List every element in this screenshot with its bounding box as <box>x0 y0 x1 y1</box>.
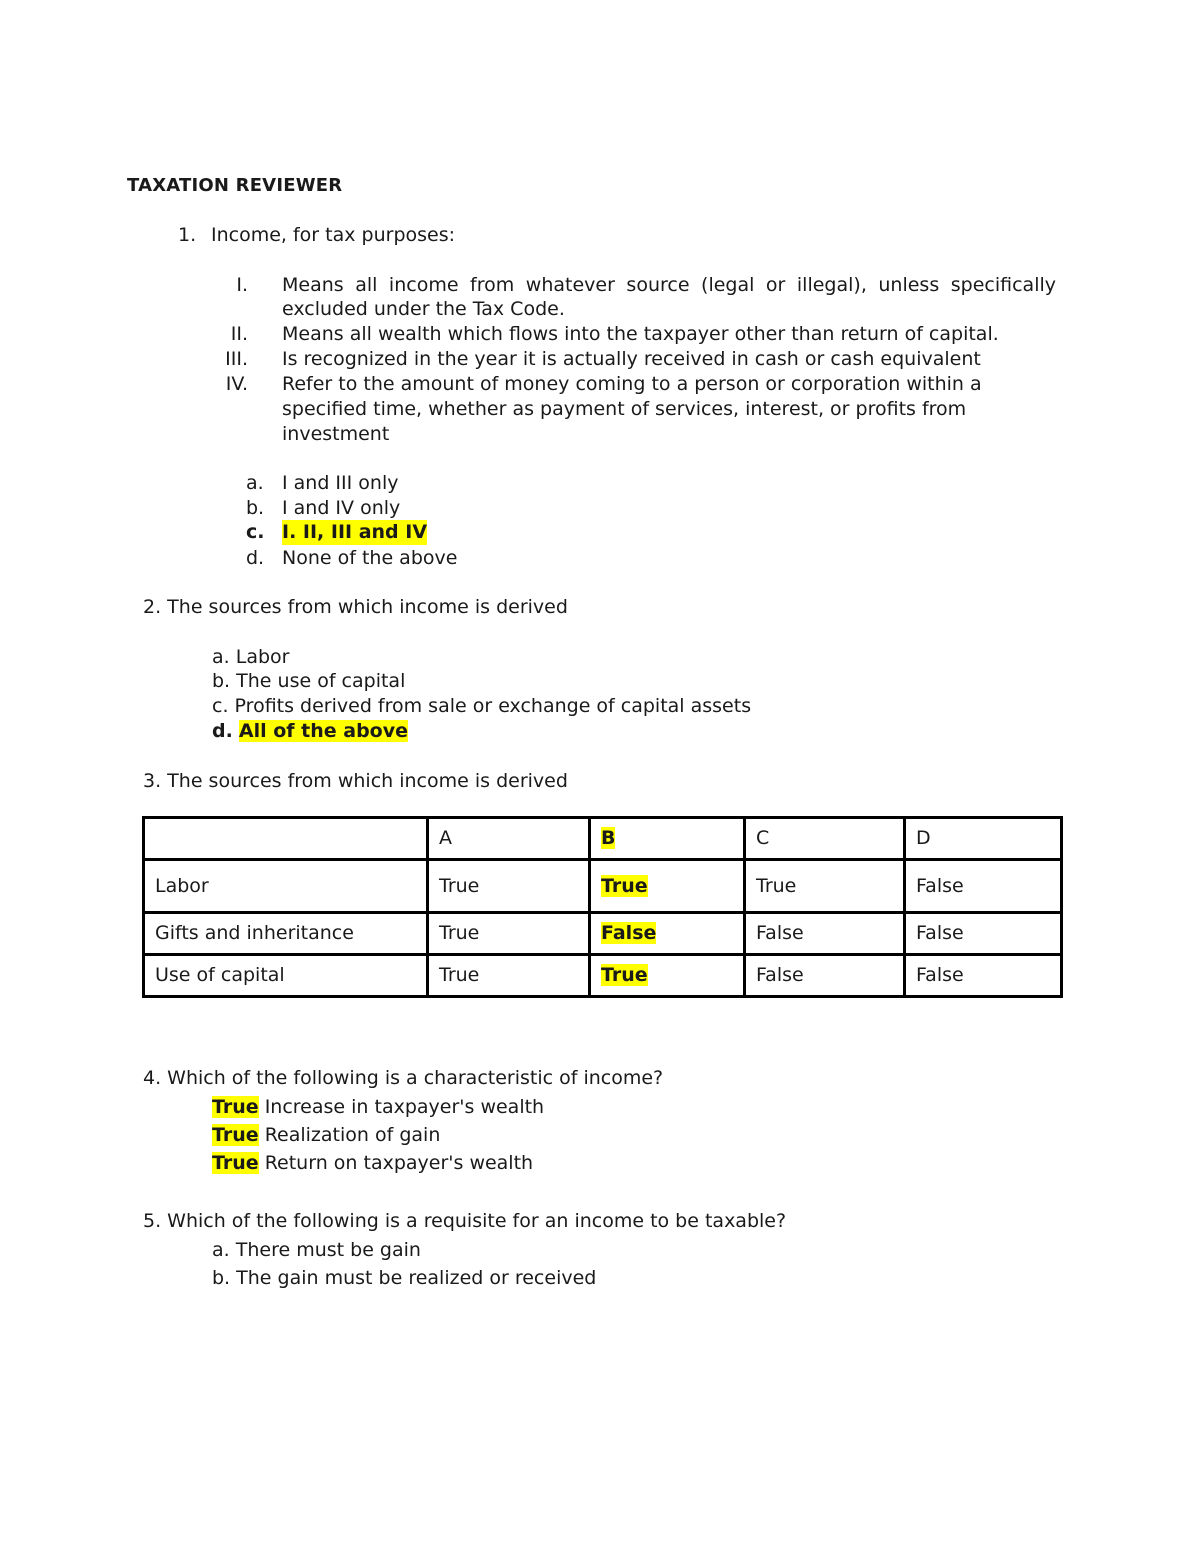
q1-statement-text: investment <box>282 423 390 445</box>
q1-statement-numeral: III. <box>225 348 248 370</box>
q5-choice-text: There must be gain <box>235 1239 421 1261</box>
q4-item <box>212 1151 533 1176</box>
table-cell: True <box>428 860 590 913</box>
q2-choice-letter: c. <box>212 695 229 717</box>
q5-question: 5. Which of the following is a requisite for an income to be taxable? <box>143 1210 787 1232</box>
q4-question: 4. Which of the following is a characteristic of income? <box>143 1067 664 1089</box>
q2-choice-text: Labor <box>235 646 290 668</box>
table-cell <box>590 955 745 997</box>
page-title: TAXATION REVIEWER <box>127 175 343 196</box>
table-cell: False <box>745 955 905 997</box>
q1-statement-text: excluded under the Tax Code. <box>282 298 565 320</box>
highlighted-answer-cell: True <box>601 874 648 897</box>
table-cell: False <box>905 860 1062 913</box>
table-row-label: Labor <box>144 860 428 913</box>
table-cell: False <box>905 913 1062 955</box>
q2-correct-answer: All of the above <box>238 720 409 742</box>
table-header-cell: D <box>905 818 1062 860</box>
q5-choice-letter: a. <box>212 1239 230 1261</box>
table-cell <box>590 860 745 913</box>
q4-item-mark: True <box>212 1152 259 1174</box>
q1-statement-text: Is recognized in the year it is actually received in cash or cash equivalent <box>282 348 981 370</box>
table-header-cell: A <box>428 818 590 860</box>
q1-statement-text: Means all wealth which flows into the taxpayer other than return of capital. <box>282 323 999 345</box>
q2-question: 2. The sources from which income is derived <box>143 596 568 618</box>
table-cell: False <box>745 913 905 955</box>
q2-choice-letter: a. <box>212 646 230 668</box>
table-cell <box>590 913 745 955</box>
table-row <box>144 913 1062 955</box>
q5-choice <box>212 1266 596 1291</box>
q5-choice-letter: b. <box>212 1267 231 1289</box>
q1-question: Income, for tax purposes: <box>211 224 456 246</box>
q1-statement-text: Means all income from whatever source (legal or illegal), unless specifically <box>282 274 1056 296</box>
q1-number: 1. <box>178 224 197 246</box>
table-header-cell <box>590 818 745 860</box>
q1-statement-numeral: I. <box>236 274 248 296</box>
table-cell: False <box>905 955 1062 997</box>
q1-choice-letter: d. <box>246 547 265 569</box>
q2-choice <box>212 694 751 719</box>
table-header-row <box>144 818 1062 860</box>
q1-choice-text: None of the above <box>282 547 458 569</box>
q1-statement-text: Refer to the amount of money coming to a person or corporation within a <box>282 373 982 395</box>
q4-item-text: Increase in taxpayer's wealth <box>258 1096 545 1118</box>
q1-correct-answer: I. II, III and IV <box>282 521 428 543</box>
q1-statement-numeral: II. <box>230 323 248 345</box>
highlighted-answer-header: B <box>601 827 616 849</box>
highlighted-answer-cell: False <box>601 922 657 944</box>
table-row-label: Gifts and inheritance <box>144 913 428 955</box>
q2-choice <box>212 669 405 694</box>
q3-answer-table <box>142 816 1063 998</box>
q2-choice-letter: d. <box>212 720 233 742</box>
q4-item-text: Realization of gain <box>258 1124 441 1146</box>
q1-statement-text: specified time, whether as payment of services, interest, or profits from <box>282 398 967 420</box>
q4-item <box>212 1095 544 1120</box>
q3-question: 3. The sources from which income is derived <box>143 770 568 792</box>
q5-choice <box>212 1238 421 1263</box>
table-row-label: Use of capital <box>144 955 428 997</box>
highlighted-answer-cell: True <box>601 964 648 986</box>
q5-choice-text: The gain must be realized or received <box>236 1267 597 1289</box>
q2-choice <box>212 645 289 670</box>
table-header-cell: C <box>745 818 905 860</box>
q4-item-text: Return on taxpayer's wealth <box>258 1152 534 1174</box>
q1-choice-letter: c. <box>246 521 265 543</box>
q4-item-mark: True <box>212 1124 259 1146</box>
table-header-cell <box>144 818 428 860</box>
q1-choice-letter: a. <box>246 472 264 494</box>
q1-statement-numeral: IV. <box>225 373 248 395</box>
q2-choice-text: Profits derived from sale or exchange of capital assets <box>234 695 752 717</box>
q4-item-mark: True <box>212 1096 259 1118</box>
q4-item <box>212 1123 440 1148</box>
q1-choice-text: I and IV only <box>282 497 401 519</box>
q1-choice-letter: b. <box>246 497 265 519</box>
table-cell: True <box>745 860 905 913</box>
q1-choice-text: I and III only <box>282 472 399 494</box>
table-cell: True <box>428 955 590 997</box>
q2-choice-letter: b. <box>212 670 231 692</box>
table-row <box>144 860 1062 913</box>
q2-choice <box>212 719 408 744</box>
table-cell: True <box>428 913 590 955</box>
q2-choice-text: The use of capital <box>236 670 406 692</box>
table-row <box>144 955 1062 997</box>
